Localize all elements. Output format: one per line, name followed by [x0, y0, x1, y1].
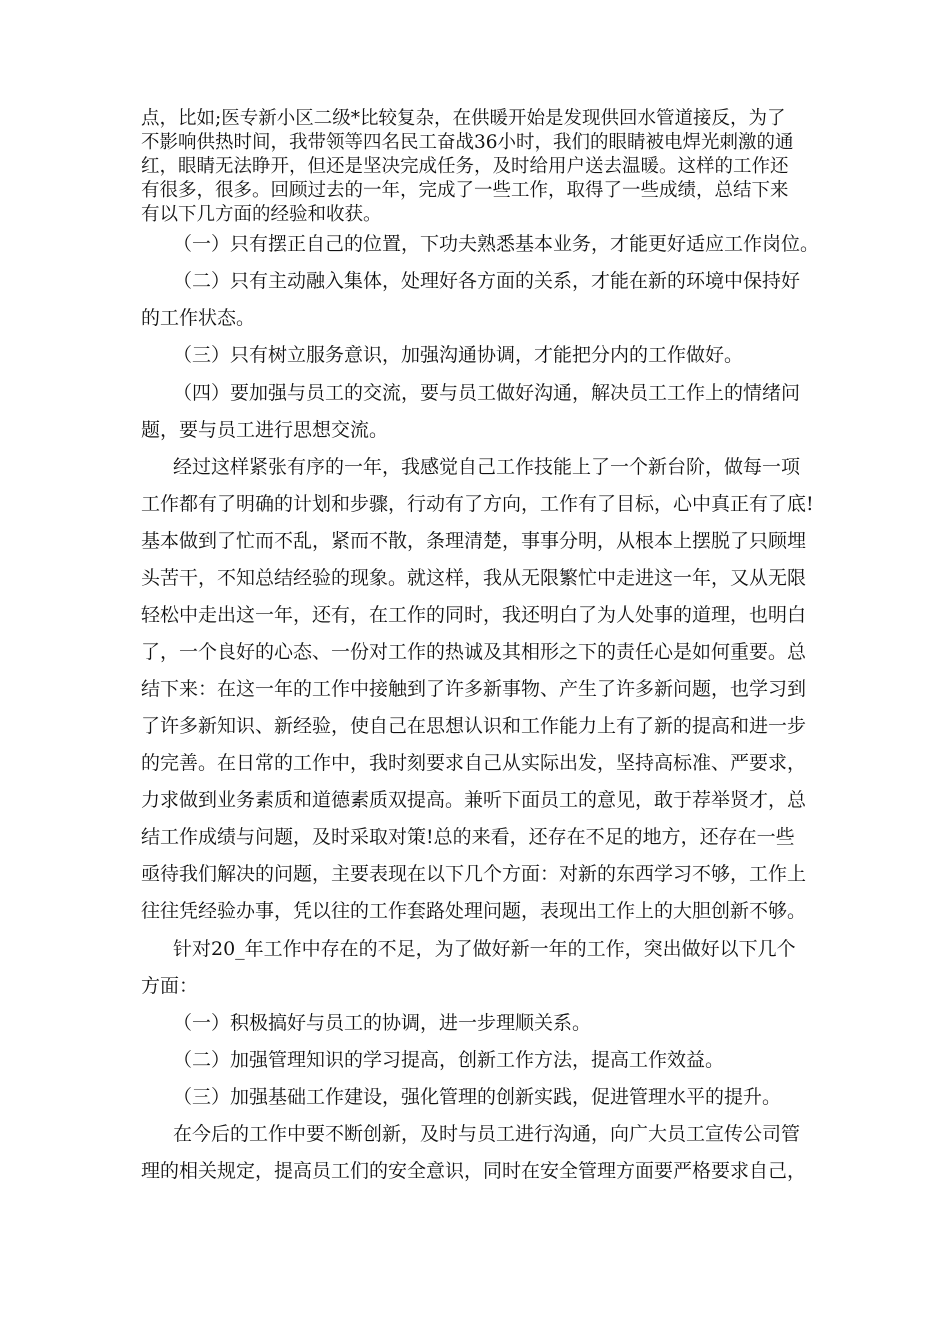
- text-line: 有很多，很多。回顾过去的一年，完成了一些工作，取得了一些成绩，总结下来: [141, 180, 789, 201]
- text-line: 方面：: [141, 975, 199, 997]
- text-line: 理的相关规定，提高员工们的安全意识，同时在安全管理方面要严格要求自己，: [141, 1160, 807, 1182]
- text-line: 轻松中走出这一年，还有，在工作的同时，我还明白了为人处事的道理，也明白: [141, 604, 807, 626]
- text-line: 头苦干，不知总结经验的现象。就这样，我从无限繁忙中走进这一年，又从无限: [141, 567, 807, 589]
- text-line: 力求做到业务素质和道德素质双提高。兼听下面员工的意见，敢于荐举贤才，总: [141, 789, 807, 811]
- text-line: 了，一个良好的心态、一份对工作的热诚及其相形之下的责任心是如何重要。总: [141, 641, 807, 663]
- text-line: 有以下几方面的经验和收获。: [141, 204, 382, 225]
- text-line: 工作都有了明确的计划和步骤，行动有了方向，工作有了目标，心中真正有了底!: [141, 493, 814, 515]
- experience-item-1: （一）只有摆正自己的位置，下功夫熟悉基本业务，才能更好适应工作岗位。: [173, 233, 820, 255]
- text-line: 不影响供热时间，我带领等四名民工奋战36小时，我们的眼睛被电焊光刺激的通: [141, 132, 794, 153]
- text-line: 的完善。在日常的工作中，我时刻要求自己从实际出发，坚持高标准、严要求，: [141, 752, 807, 774]
- text-line: 亟待我们解决的问题，主要表现在以下几个方面：对新的东西学习不够，工作上: [141, 863, 807, 885]
- text-line: 往往凭经验办事，凭以往的工作套路处理问题，表现出工作上的大胆创新不够。: [141, 900, 807, 922]
- text-line: 题，要与员工进行思想交流。: [141, 419, 389, 441]
- text-line: 经过这样紧张有序的一年，我感觉自己工作技能上了一个新台阶，做每一项: [173, 456, 801, 478]
- text-line: 在今后的工作中要不断创新，及时与员工进行沟通，向广大员工宣传公司管: [173, 1123, 801, 1145]
- text-line: 的工作状态。: [141, 307, 256, 329]
- text-line: （二）只有主动融入集体，处理好各方面的关系，才能在新的环境中保持好: [173, 270, 801, 292]
- plan-item-3: （三）加强基础工作建设，强化管理的创新实践，促进管理水平的提升。: [173, 1086, 782, 1108]
- plan-item-2: （二）加强管理知识的学习提高，创新工作方法，提高工作效益。: [173, 1049, 725, 1071]
- text-line: 点，比如;医专新小区二级*比较复杂，在供暖开始是发现供回水管道接反，为了: [141, 108, 786, 129]
- text-line: 结下来：在这一年的工作中接触到了许多新事物、产生了许多新问题，也学习到: [141, 678, 807, 700]
- experience-item-3: （三）只有树立服务意识，加强沟通协调，才能把分内的工作做好。: [173, 344, 744, 366]
- text-line: 了许多新知识、新经验，使自己在思想认识和工作能力上有了新的提高和进一步: [141, 715, 807, 737]
- plan-item-1: （一）积极搞好与员工的协调，进一步理顺关系。: [173, 1012, 592, 1034]
- text-line: 针对20_年工作中存在的不足，为了做好新一年的工作，突出做好以下几个: [173, 938, 796, 960]
- text-line: （四）要加强与员工的交流，要与员工做好沟通，解决员工工作上的情绪问: [173, 382, 801, 404]
- text-line: 结工作成绩与问题，及时采取对策!总的来看，还存在不足的地方，还存在一些: [141, 826, 795, 848]
- text-line: 基本做到了忙而不乱，紧而不散，条理清楚，事事分明，从根本上摆脱了只顾埋: [141, 530, 807, 552]
- text-line: 红，眼睛无法睁开，但还是坚决完成任务，及时给用户送去温暖。这样的工作还: [141, 156, 789, 177]
